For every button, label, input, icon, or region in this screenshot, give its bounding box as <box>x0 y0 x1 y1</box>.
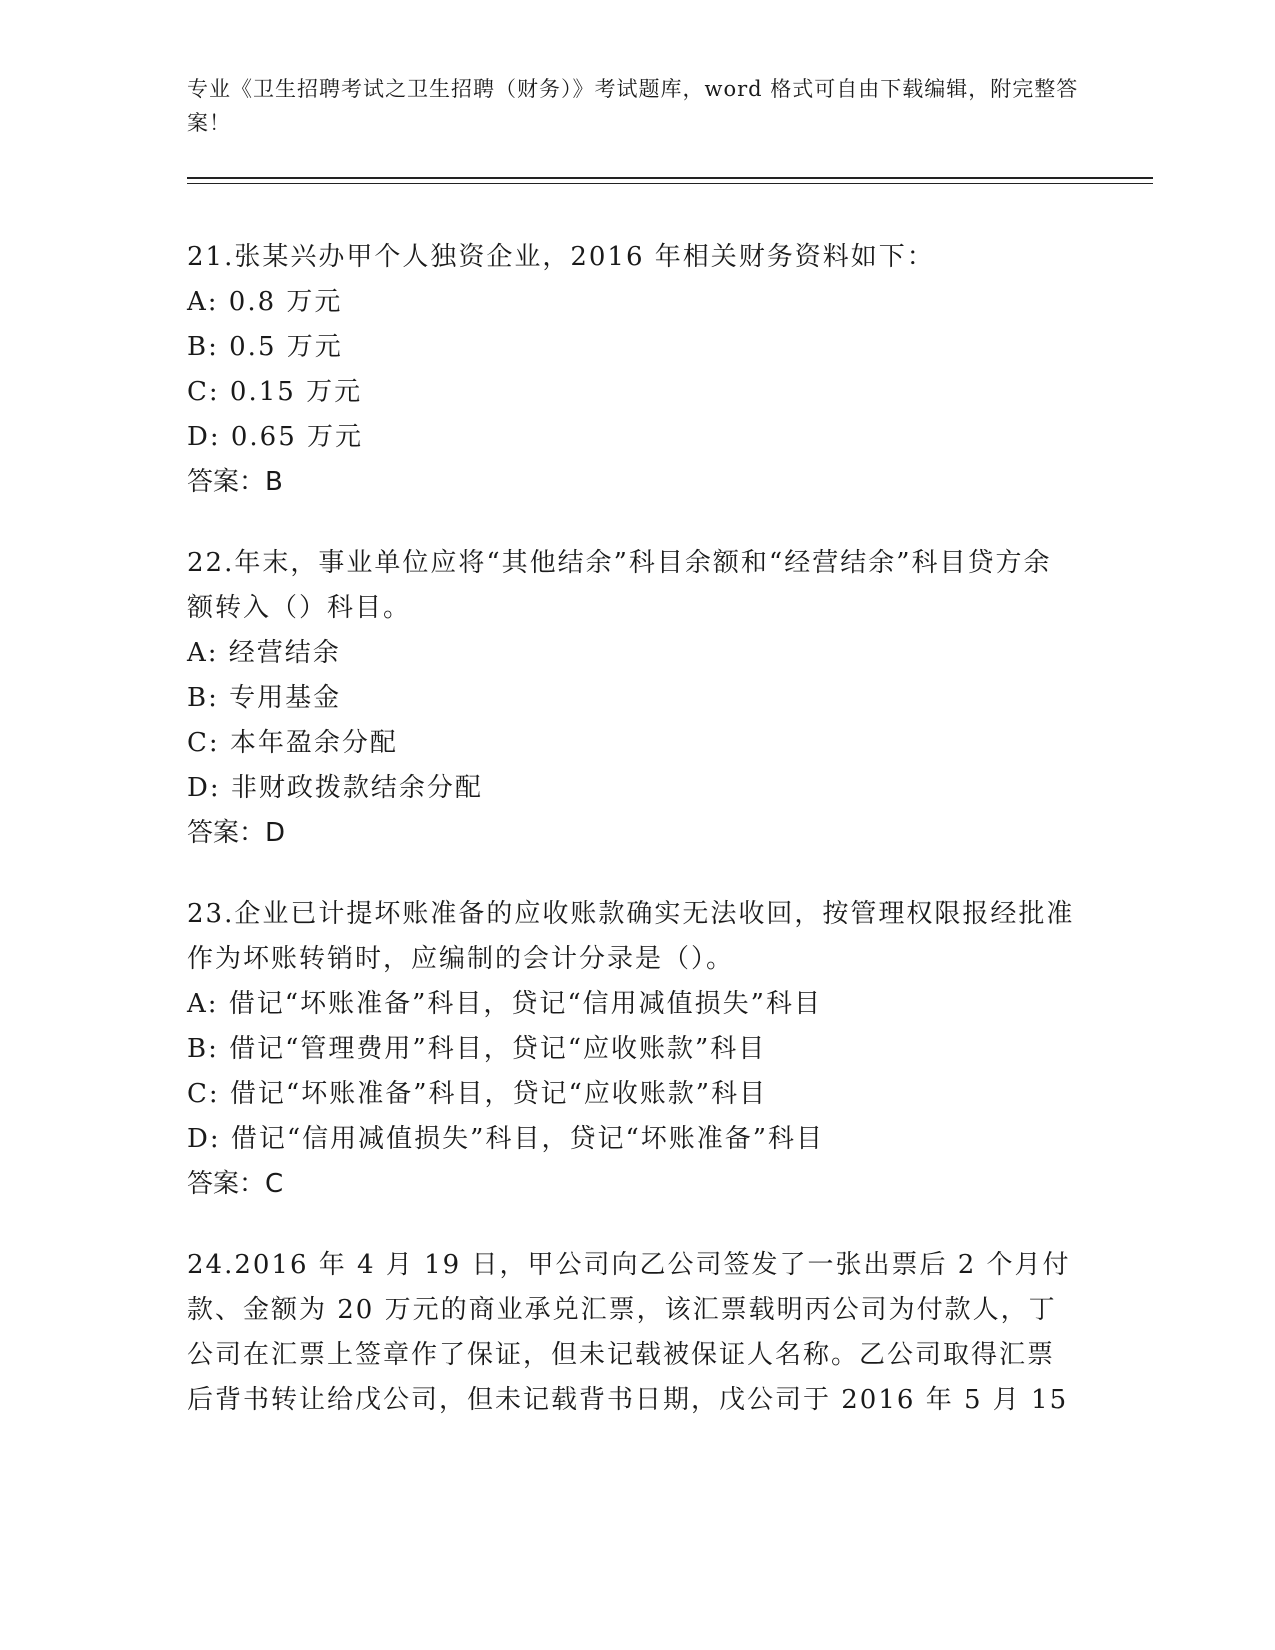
option-d: D: 借记“信用减值损失”科目，贷记“坏账准备”科目 <box>187 1124 825 1154</box>
option-a: A: 0.8 万元 <box>187 287 343 317</box>
header-divider <box>187 177 1153 179</box>
option-c: C: 本年盈余分配 <box>187 728 398 758</box>
question-24 <box>187 1243 1077 1423</box>
option-d: D: 非财政拨款结余分配 <box>187 773 483 803</box>
option-c: C: 0.15 万元 <box>187 377 363 407</box>
question-stem: 22.年末，事业单位应将“其他结余”科目余额和“经营结余”科目贷方余额转入（）科目。 <box>187 548 1052 623</box>
document-header: 专业《卫生招聘考试之卫生招聘（财务）》考试题库，word 格式可自由下载编辑，附完整答案！ <box>187 77 1079 135</box>
answer: 答案：C <box>187 1169 284 1199</box>
answer: 答案：D <box>187 818 286 848</box>
option-a: A: 经营结余 <box>187 638 341 668</box>
option-a: A: 借记“坏账准备”科目，贷记“信用减值损失”科目 <box>187 989 822 1019</box>
option-b: B: 0.5 万元 <box>187 332 343 362</box>
question-22 <box>187 541 1077 856</box>
question-stem: 24.2016 年 4 月 19 日，甲公司向乙公司签发了一张出票后 2 个月付款、金额为 20 万元的商业承兑汇票，该汇票载明丙公司为付款人，丁公司在汇票上签章作了保证，但未记载被保证人名称。乙公司取得汇票后背书转让给戊公司，但未记载背书日期，戊公司于 2016 年 5 月 15 <box>187 1250 1071 1415</box>
question-23 <box>187 892 1077 1207</box>
question-stem: 21.张某兴办甲个人独资企业，2016 年相关财务资料如下： <box>187 242 935 272</box>
option-d: D: 0.65 万元 <box>187 422 364 452</box>
question-stem: 23.企业已计提坏账准备的应收账款确实无法收回，按管理权限报经批准作为坏账转销时，应编制的会计分录是（）。 <box>187 899 1075 974</box>
question-21 <box>187 235 1077 505</box>
answer: 答案：B <box>187 467 283 497</box>
option-b: B: 借记“管理费用”科目，贷记“应收账款”科目 <box>187 1034 767 1064</box>
question-list <box>187 235 1077 1459</box>
option-c: C: 借记“坏账准备”科目，贷记“应收账款”科目 <box>187 1079 768 1109</box>
option-b: B: 专用基金 <box>187 683 342 713</box>
header-divider-thin <box>187 183 1153 184</box>
